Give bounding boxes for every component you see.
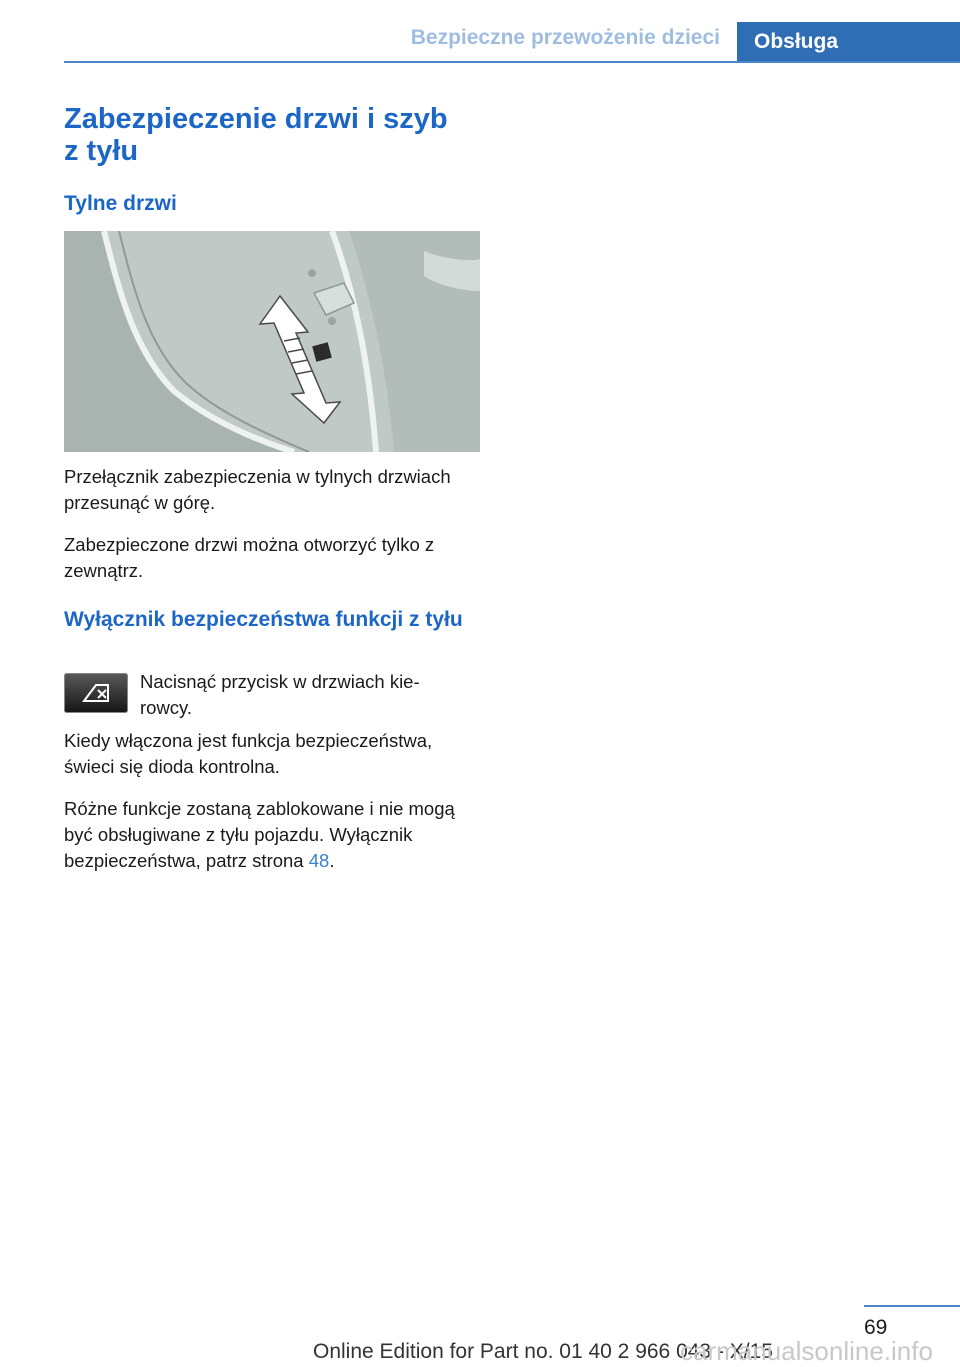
rear-door-note: Zabezpieczone drzwi można otworzyć tylko z zewnątrz. bbox=[64, 534, 435, 581]
indicator-note: Kiedy włączona jest funkcja bezpieczeństwa, świeci się dioda kontrolna. bbox=[64, 730, 433, 777]
blocked-functions-note bbox=[64, 796, 484, 874]
chapter-tab: Obsługa bbox=[737, 22, 960, 62]
button-instruction: Nacisnąć przycisk w drzwiach kie- rowcy. bbox=[140, 671, 420, 718]
page-title-line-1: Zabezpieczenie drzwi i szyb bbox=[64, 103, 448, 135]
watermark: carmanualsonline.info bbox=[680, 1336, 933, 1366]
section-heading-rear-doors: Tylne drzwi bbox=[64, 192, 177, 215]
blocked-functions-end: . bbox=[329, 850, 335, 871]
page-title-line-2: z tyłu bbox=[64, 135, 139, 167]
edition-footer: Online Edition for Part no. 01 40 2 966 043 - X/15 bbox=[313, 1340, 773, 1363]
door-child-lock-illustration bbox=[64, 231, 480, 452]
page-title bbox=[64, 103, 484, 167]
blocked-functions-text: Różne funkcje zostaną zablokowane i nie mogą być obsługiwane z tyłu pojazdu. Wyłącznik bezpieczeństwa, patrz strona bbox=[64, 798, 455, 871]
window-lock-button-icon bbox=[64, 673, 128, 713]
page-reference-link[interactable]: 48 bbox=[308, 850, 330, 871]
section-heading-safety-switch: Wyłącznik bezpieczeństwa funkcji z tyłu bbox=[64, 608, 463, 631]
footer-divider bbox=[864, 1305, 960, 1307]
header-divider bbox=[64, 61, 960, 63]
door-illustration-svg bbox=[64, 231, 480, 452]
window-lock-glyph bbox=[64, 673, 128, 713]
page-number: 69 bbox=[864, 1316, 888, 1339]
running-header-section: Bezpieczne przewożenie dzieci bbox=[410, 26, 720, 49]
rear-door-instruction: Przełącznik zabezpieczenia w tylnych drzwiach przesunąć w górę. bbox=[64, 466, 451, 513]
